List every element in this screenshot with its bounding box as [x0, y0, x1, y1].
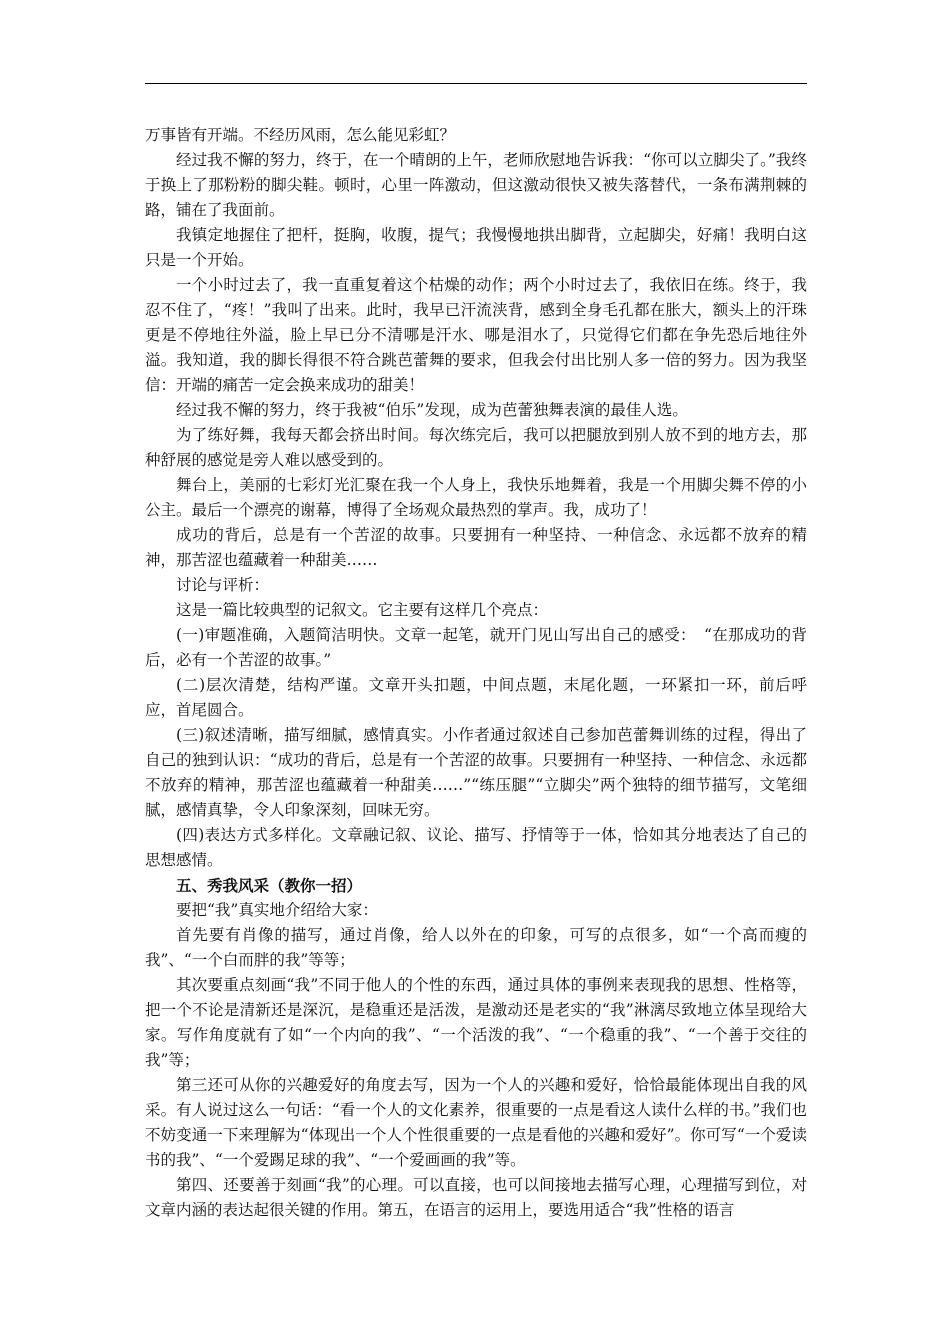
- discussion-label: 讨论与评析：: [176, 576, 270, 594]
- paragraph: 第四、还要善于刻画“我”的心理。可以直接，也可以间接地去描写心理，心理描写到位，对文章内涵的表达起很关键的作用。第五，在语言的运用上，要选用适合“我”性格的语言: [145, 1176, 807, 1219]
- document-body: [145, 123, 807, 1223]
- highlight-point: (四)表达方式多样化。文章融记叙、议论、描写、抒情等于一体，恰如其分地表达了自己的思想感情。: [145, 826, 807, 869]
- header-rule: [145, 83, 807, 84]
- paragraph-opening: 万事皆有开端。不经历风雨，怎么能见彩虹？: [145, 126, 456, 144]
- paragraph: 经过我不懈的努力，终于，在一个晴朗的上午，老师欣慰地告诉我：“你可以立脚尖了。”我终于换上了那粉粉的脚尖鞋。顿时，心里一阵激动，但这激动很快又被失落替代，一条布满荆棘的路，铺在了我面前。: [145, 151, 807, 219]
- paragraph: 这是一篇比较典型的记叙文。它主要有这样几个亮点：: [176, 601, 549, 619]
- paragraph: 为了练好舞，我每天都会挤出时间。每次练完后，我可以把腿放到别人放不到的地方去，那种舒展的感觉是旁人难以感受到的。: [145, 426, 807, 469]
- paragraph: 成功的背后，总是有一个苦涩的故事。只要拥有一种坚持、一种信念、永远都不放弃的精神，那苦涩也蕴藏着一种甜美……: [145, 526, 807, 569]
- section-heading: 五、秀我风采（教你一招）: [176, 876, 363, 895]
- highlight-point: (二)层次清楚，结构严谨。文章开头扣题，中间点题，末尾化题，一环紧扣一环，前后呼应，首尾圆合。: [145, 676, 807, 719]
- highlight-point: (三)叙述清晰，描写细腻，感情真实。小作者通过叙述自己参加芭蕾舞训练的过程，得出了自己的独到认识：“成功的背后，总是有一个苦涩的故事。只要拥有一种坚持、一种信念、永远都不放弃的精神，那苦涩也蕴藏着一种甜美……”“练压腿”“立脚尖”两个独特的细节描写，文笔细腻，感情真挚，令人印象深刻，回味无穷。: [145, 726, 807, 819]
- paragraph: 第三还可从你的兴趣爱好的角度去写，因为一个人的兴趣和爱好，恰恰最能体现出自我的风采。有人说过这么一句话：“看一个人的文化素养，很重要的一点是看这人读什么样的书。”我们也不妨变通一下来理解为“体现出一个人个性很重要的一点是看他的兴趣和爱好”。你可写“一个爱读书的我”、“一个爱踢足球的我”、“一个爱画画的我”等。: [145, 1076, 807, 1169]
- paragraph: 一个小时过去了，我一直重复着这个枯燥的动作；两个小时过去了，我依旧在练。终于，我忍不住了，“疼！”我叫了出来。此时，我早已汗流浃背，感到全身毛孔都在胀大，额头上的汗珠更是不停地往外溢，脸上早已分不清哪是汗水、哪是泪水了，只觉得它们都在争先恐后地往外溢。我知道，我的脚长得很不符合跳芭蕾舞的要求，但我会付出比别人多一倍的努力。因为我坚信：开端的痛苦一定会换来成功的甜美！: [145, 276, 807, 394]
- paragraph: 舞台上，美丽的七彩灯光汇聚在我一个人身上，我快乐地舞着，我是一个用脚尖舞不停的小公主。最后一个漂亮的谢幕，博得了全场观众最热烈的掌声。我，成功了！: [145, 476, 807, 519]
- paragraph: 首先要有肖像的描写，通过肖像，给人以外在的印象，可写的点很多，如“一个高而瘦的我”、“一个白而胖的我”等等；: [145, 926, 807, 969]
- paragraph: 其次要重点刻画“我”不同于他人的个性的东西，通过具体的事例来表现我的思想、性格等，把一个不论是清新还是深沉，是稳重还是活泼，是激动还是老实的“我”淋漓尽致地立体呈现给大家。写作角度就有了如“一个内向的我”、“一个活泼的我”、“一个稳重的我”、“一个善于交往的我”等；: [145, 976, 807, 1069]
- paragraph: 要把“我”真实地介绍给大家：: [176, 901, 378, 919]
- highlight-point: (一)审题准确，入题简洁明快。文章一起笔，就开门见山写出自己的感受： “在那成功的背后，必有一个苦涩的故事。”: [145, 626, 807, 669]
- paragraph: 我镇定地握住了把杆，挺胸，收腹，提气；我慢慢地拱出脚背，立起脚尖，好痛！我明白这只是一个开始。: [145, 226, 807, 269]
- paragraph: 经过我不懈的努力，终于我被“伯乐”发现，成为芭蕾独舞表演的最佳人选。: [176, 401, 688, 419]
